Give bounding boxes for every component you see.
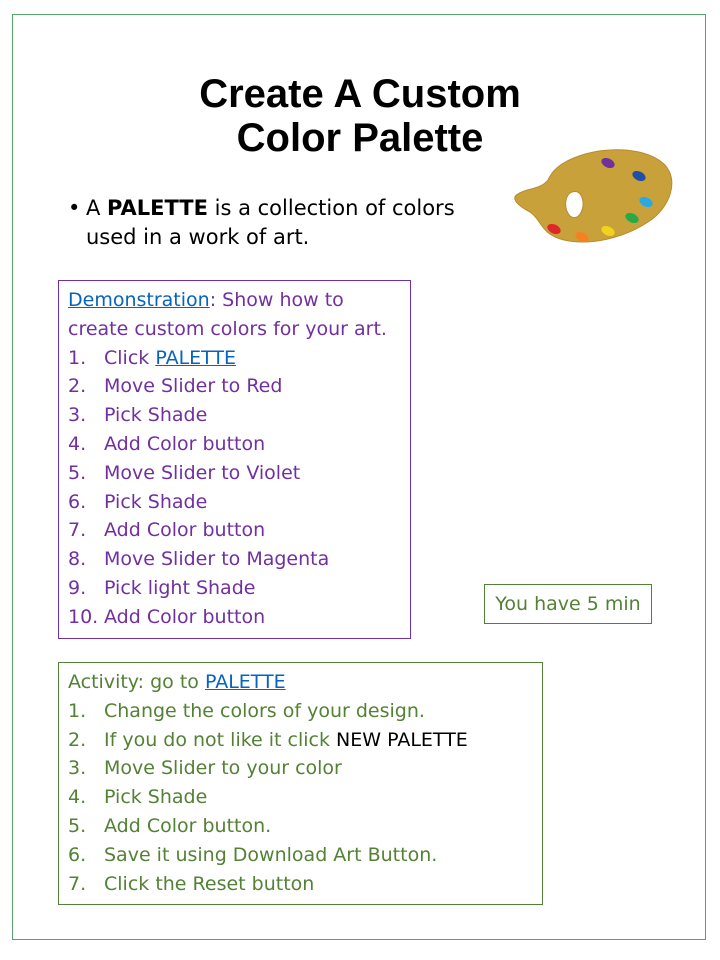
step-text: Move Slider to Red <box>104 375 283 398</box>
step-text: Add Color button. <box>104 814 272 837</box>
definition-text <box>86 194 488 252</box>
demonstration-intro-text: : Show how to create custom colors for your art. <box>68 289 387 340</box>
step-number: 7. <box>68 519 87 542</box>
activity-step <box>68 726 542 755</box>
step-number: 6. <box>68 843 87 866</box>
activity-box <box>58 662 543 905</box>
paint-palette-icon <box>512 142 674 248</box>
step-text: Move Slider to Magenta <box>104 548 330 571</box>
activity-step <box>68 754 542 783</box>
demonstration-box <box>58 280 411 639</box>
palette-link[interactable]: PALETTE <box>155 346 237 369</box>
step-text: Pick Shade <box>104 490 208 513</box>
step-number: 2. <box>68 375 87 398</box>
step-text: Add Color button <box>104 519 266 542</box>
demo-step <box>68 574 410 603</box>
demonstration-intro <box>68 286 410 344</box>
demonstration-link[interactable]: Demonstration <box>68 289 210 311</box>
bullet-dot-icon: • <box>68 196 81 220</box>
activity-step <box>68 697 542 726</box>
activity-step <box>68 841 542 870</box>
step-number: 6. <box>68 490 87 513</box>
step-number: 3. <box>68 757 87 780</box>
step-text: Add Color button <box>104 432 266 455</box>
demo-step <box>68 430 410 459</box>
definition-bullet <box>68 194 488 252</box>
activity-intro <box>68 668 542 697</box>
step-number: 4. <box>68 432 87 455</box>
definition-pre: A <box>86 196 108 220</box>
step-text: Move Slider to your color <box>104 757 342 780</box>
title-line-1: Create A Custom <box>199 72 521 116</box>
step-text-main: If you do not like it click <box>104 728 337 751</box>
step-text: Pick light Shade <box>104 576 256 599</box>
step-text: Move Slider to Violet <box>104 461 301 484</box>
activity-steps <box>68 697 542 899</box>
step-number: 10. <box>68 605 99 628</box>
demo-step <box>68 459 410 488</box>
new-palette-label: NEW PALETTE <box>336 728 468 751</box>
step-number: 8. <box>68 548 87 571</box>
step-number: 5. <box>68 461 87 484</box>
demo-step <box>68 545 410 574</box>
step-number: 7. <box>68 872 87 895</box>
demo-step <box>68 603 410 632</box>
step-number: 9. <box>68 576 87 599</box>
step-text: Change the colors of your design. <box>104 699 425 722</box>
definition-bold: PALETTE <box>107 196 208 220</box>
step-text: Save it using Download Art Button. <box>104 843 438 866</box>
activity-palette-link[interactable]: PALETTE <box>204 671 286 693</box>
demo-step <box>68 488 410 517</box>
step-text: Click the Reset button <box>104 872 315 895</box>
step-text: Pick Shade <box>104 404 208 427</box>
step-number: 2. <box>68 728 87 751</box>
demo-step <box>68 516 410 545</box>
step-text <box>104 344 236 373</box>
step-number: 4. <box>68 786 87 809</box>
definition-post: is a collection of colors used in a work of art. <box>86 196 455 249</box>
step-text-main: Click <box>104 346 156 369</box>
step-text: Pick Shade <box>104 786 208 809</box>
step-number: 3. <box>68 404 87 427</box>
step-text <box>104 726 468 755</box>
demonstration-steps <box>68 344 410 632</box>
demo-step <box>68 401 410 430</box>
demo-step <box>68 344 410 373</box>
step-number: 1. <box>68 699 87 722</box>
timer-box: You have 5 min <box>484 584 652 624</box>
step-number: 1. <box>68 346 87 369</box>
activity-step <box>68 870 542 899</box>
demo-step <box>68 372 410 401</box>
activity-step <box>68 783 542 812</box>
title-line-2: Color Palette <box>236 116 484 160</box>
activity-intro-text: Activity: go to <box>68 671 205 693</box>
step-number: 5. <box>68 814 87 837</box>
activity-step <box>68 812 542 841</box>
step-text: Add Color button <box>104 605 266 628</box>
